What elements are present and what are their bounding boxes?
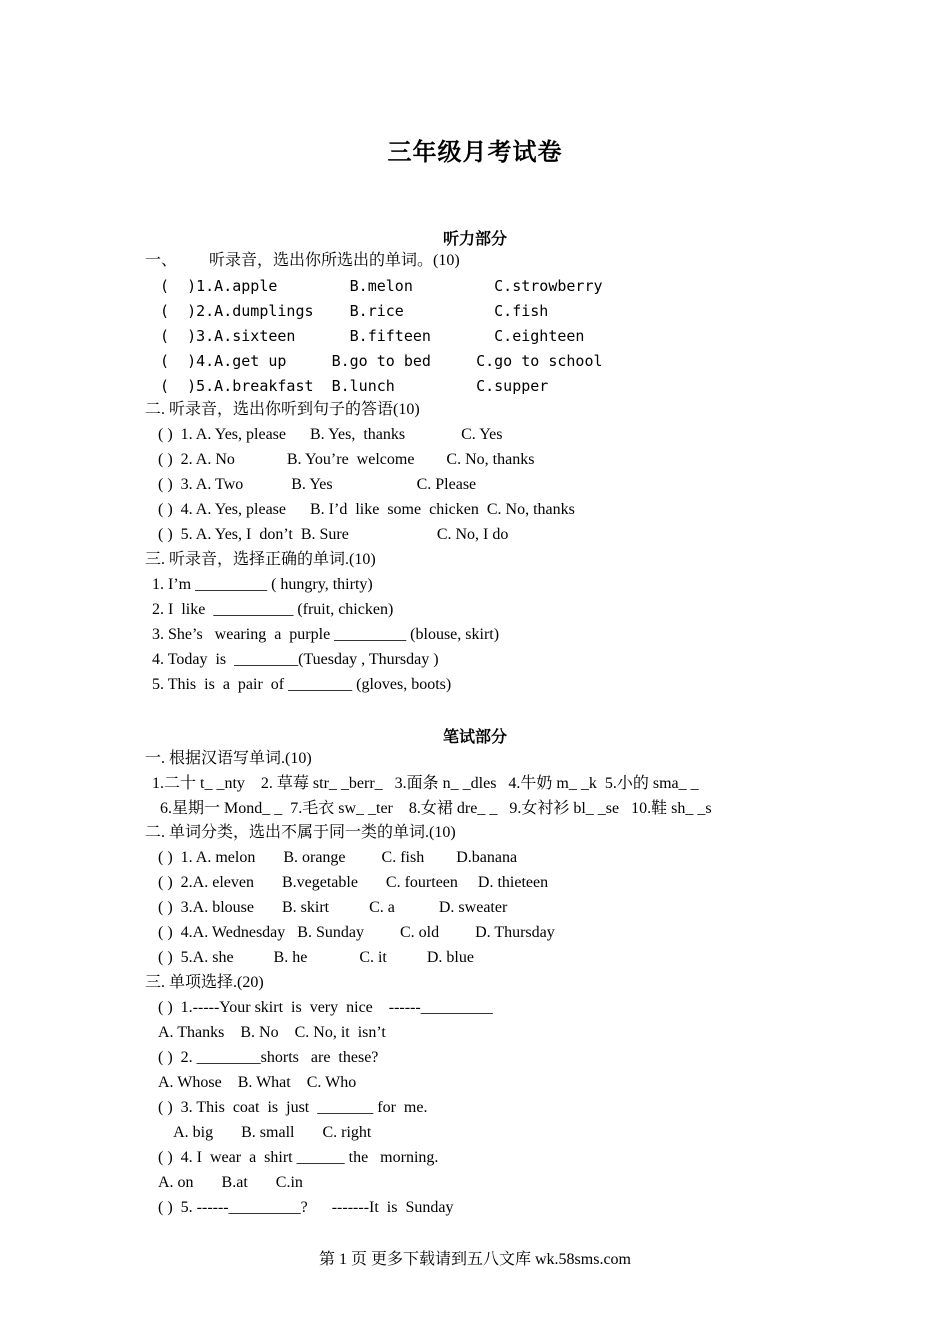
page-title: 三年级月考试卷 [387,140,563,166]
listening-q1-heading: 一、 听录音，选出你所选出的单词。(10) [145,252,460,269]
writing-q3-question: ( ) 2. ________shorts are these? [158,1049,379,1066]
writing-q1-line: 6.星期一 Mond_ _ 7.毛衣 sw_ _ter 8.女裙 dre_ _ 9.女衬衫 bl_ _se 10.鞋 sh_ _s [160,800,712,817]
writing-q2-item: ( ) 4.A. Wednesday B. Sunday C. old D. Thursday [158,924,555,941]
listening-q3-item: 5. This is a pair of ________ (gloves, boots) [152,676,452,693]
listening-q3-item: 1. I’m _________ ( hungry, thirty) [152,576,373,593]
writing-q3-options: A. on B.at C.in [158,1174,303,1191]
writing-q1-heading: 一. 根据汉语写单词.(10) [145,750,312,767]
writing-q3-question: ( ) 1.-----Your skirt is very nice ------_________ [158,999,493,1016]
listening-q1-item: ( )2.A.dumplings B.rice C.fish [160,302,549,320]
writing-q3-question: ( ) 5. ------_________? -------It is Sunday [158,1199,454,1216]
listening-section-header: 听力部分 [442,231,507,248]
writing-q3-question: ( ) 4. I wear a shirt ______ the morning. [158,1149,439,1166]
listening-q1-item: ( )3.A.sixteen B.fifteen C.eighteen [160,327,585,345]
listening-q3-item: 2. I like __________ (fruit, chicken) [152,601,394,618]
writing-q2-item: ( ) 5.A. she B. he C. it D. blue [158,949,474,966]
writing-q1-line: 1.二十 t_ _nty 2. 草莓 str_ _berr_ 3.面条 n_ _dles 4.牛奶 m_ _k 5.小的 sma_ _ [152,775,699,792]
writing-q3-options: A. big B. small C. right [158,1124,372,1141]
writing-q2-item: ( ) 1. A. melon B. orange C. fish D.banana [158,849,518,866]
listening-q1-item: ( )5.A.breakfast B.lunch C.supper [160,377,549,395]
writing-q3-options: A. Thanks B. No C. No, it isn’t [158,1024,386,1041]
writing-q2-item: ( ) 3.A. blouse B. skirt C. a D. sweater [158,899,508,916]
writing-q2-heading: 二. 单词分类，选出不属于同一类的单词.(10) [145,824,456,841]
writing-q2-item: ( ) 2.A. eleven B.vegetable C. fourteen D. thieteen [158,874,549,891]
listening-q2-item: ( ) 3. A. Two B. Yes C. Please [158,476,477,493]
listening-q1-item: ( )4.A.get up B.go to bed C.go to school [160,352,603,370]
listening-q1-item: ( )1.A.apple B.melon C.strowberry [160,277,603,295]
writing-section-header: 笔试部分 [442,729,507,746]
listening-q2-item: ( ) 2. A. No B. You’re welcome C. No, thanks [158,451,535,468]
writing-q3-options: A. Whose B. What C. Who [158,1074,357,1091]
writing-q3-question: ( ) 3. This coat is just _______ for me. [158,1099,428,1116]
writing-q3-heading: 三. 单项选择.(20) [145,974,264,991]
listening-q3-item: 4. Today is ________(Tuesday , Thursday ) [152,651,439,668]
listening-q3-item: 3. She’s wearing a purple _________ (blouse, skirt) [152,626,500,643]
listening-q2-item: ( ) 5. A. Yes, I don’t B. Sure C. No, I do [158,526,509,543]
listening-q2-heading: 二. 听录音，选出你听到句子的答语(10) [145,401,420,418]
listening-q2-item: ( ) 4. A. Yes, please B. I’d like some chicken C. No, thanks [158,501,575,518]
listening-q2-item: ( ) 1. A. Yes, please B. Yes, thanks C. Yes [158,426,503,443]
listening-q3-heading: 三. 听录音，选择正确的单词.(10) [145,551,376,568]
page-footer: 第 1 页 更多下载请到五八文库 wk.58sms.com [318,1251,631,1268]
